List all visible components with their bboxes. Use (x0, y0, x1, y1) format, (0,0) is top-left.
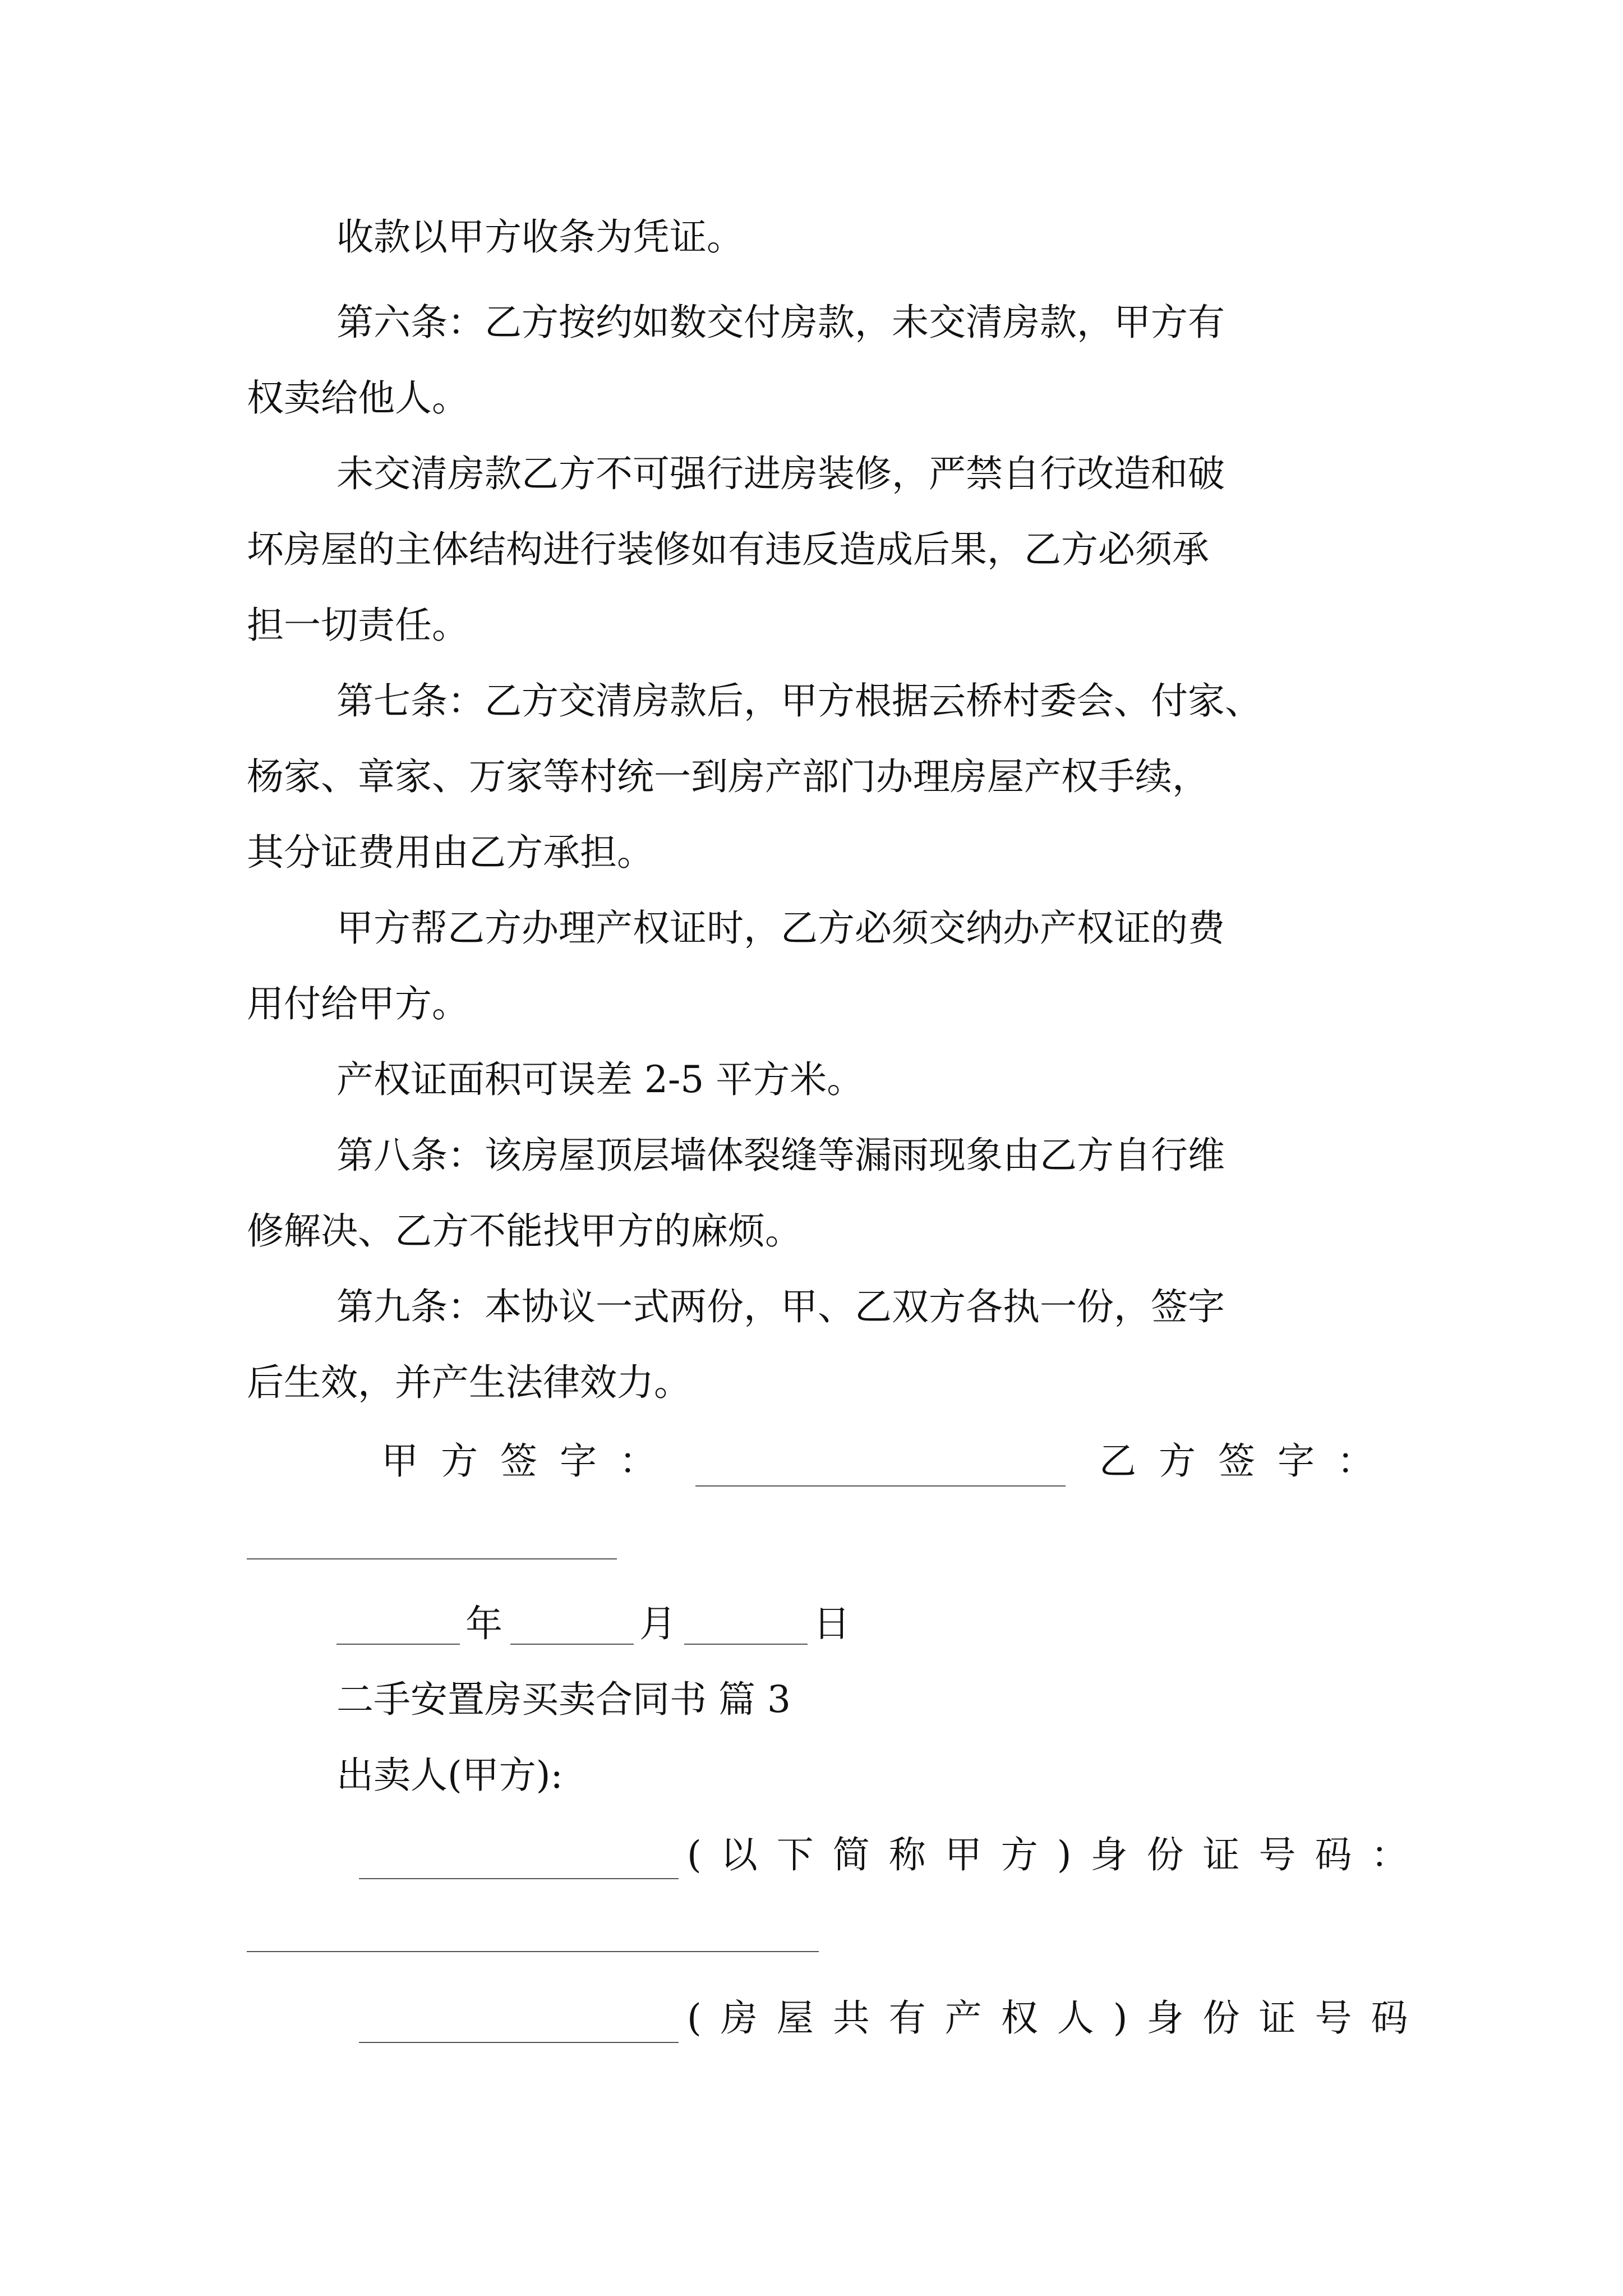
date-year-blank[interactable] (336, 1644, 460, 1645)
party-a-signature-label: 甲方签字： (381, 1439, 679, 1483)
party-a-signature-blank[interactable] (695, 1485, 1066, 1487)
paragraph-renovation-line2: 坏房屋的主体结构进行装修如有违反造成后果，乙方必须承 (247, 528, 1209, 571)
seller-label: 出卖人(甲方): (336, 1754, 563, 1797)
date-year-label: 年 (465, 1602, 502, 1645)
paragraph-article-7-line2: 杨家、章家、万家等村统一到房产部门办理房屋产权手续， (247, 755, 1209, 798)
paragraph-article-9-line1: 第九条：本协议一式两份，甲、乙双方各执一份，签字 (336, 1285, 1225, 1328)
paragraph-renovation-line1: 未交清房款乙方不可强行进房装修，严禁自行改造和破 (336, 452, 1225, 495)
paragraph-article-7-line3: 其分证费用由乙方承担。 (247, 831, 654, 874)
party-b-signature-blank[interactable] (247, 1558, 617, 1559)
paragraph-article-6-line1: 第六条：乙方按约如数交付房款，未交清房款，甲方有 (336, 301, 1225, 344)
paragraph-article-9-line2: 后生效，并产生法律效力。 (247, 1361, 691, 1404)
paragraph-article-8-line2: 修解决、乙方不能找甲方的麻烦。 (247, 1209, 802, 1253)
paragraph-article-8-line1: 第八条：该房屋顶层墙体裂缝等漏雨现象由乙方自行维 (336, 1134, 1225, 1177)
paragraph-article-7-line1: 第七条：乙方交清房款后，甲方根据云桥村委会、付家、 (336, 679, 1262, 723)
paragraph-receipt: 收款以甲方收条为凭证。 (336, 215, 744, 259)
seller-id-label: (以下简称甲方)身份证号码： (687, 1833, 1427, 1876)
date-month-label: 月 (639, 1602, 676, 1645)
seller-id-blank[interactable] (247, 1951, 819, 1952)
date-month-blank[interactable] (510, 1644, 634, 1645)
paragraph-area-tolerance: 产权证面积可误差 2-5 平方米。 (336, 1058, 864, 1101)
paragraph-certificate-line2: 用付给甲方。 (247, 982, 469, 1025)
section-title: 二手安置房买卖合同书 篇 3 (336, 1678, 791, 1721)
date-day-label: 日 (813, 1602, 850, 1645)
party-b-signature-label: 乙方签字： (1099, 1439, 1396, 1483)
date-day-blank[interactable] (684, 1644, 808, 1645)
co-owner-id-label: (房屋共有产权人)身份证号码 (687, 1996, 1427, 2040)
paragraph-certificate-line1: 甲方帮乙方办理产权证时，乙方必须交纳办产权证的费 (336, 907, 1225, 950)
paragraph-renovation-line3: 担一切责任。 (247, 604, 469, 647)
paragraph-article-6-line2: 权卖给他人。 (247, 376, 469, 420)
co-owner-name-blank[interactable] (359, 2042, 679, 2043)
seller-name-blank[interactable] (359, 1878, 679, 1879)
